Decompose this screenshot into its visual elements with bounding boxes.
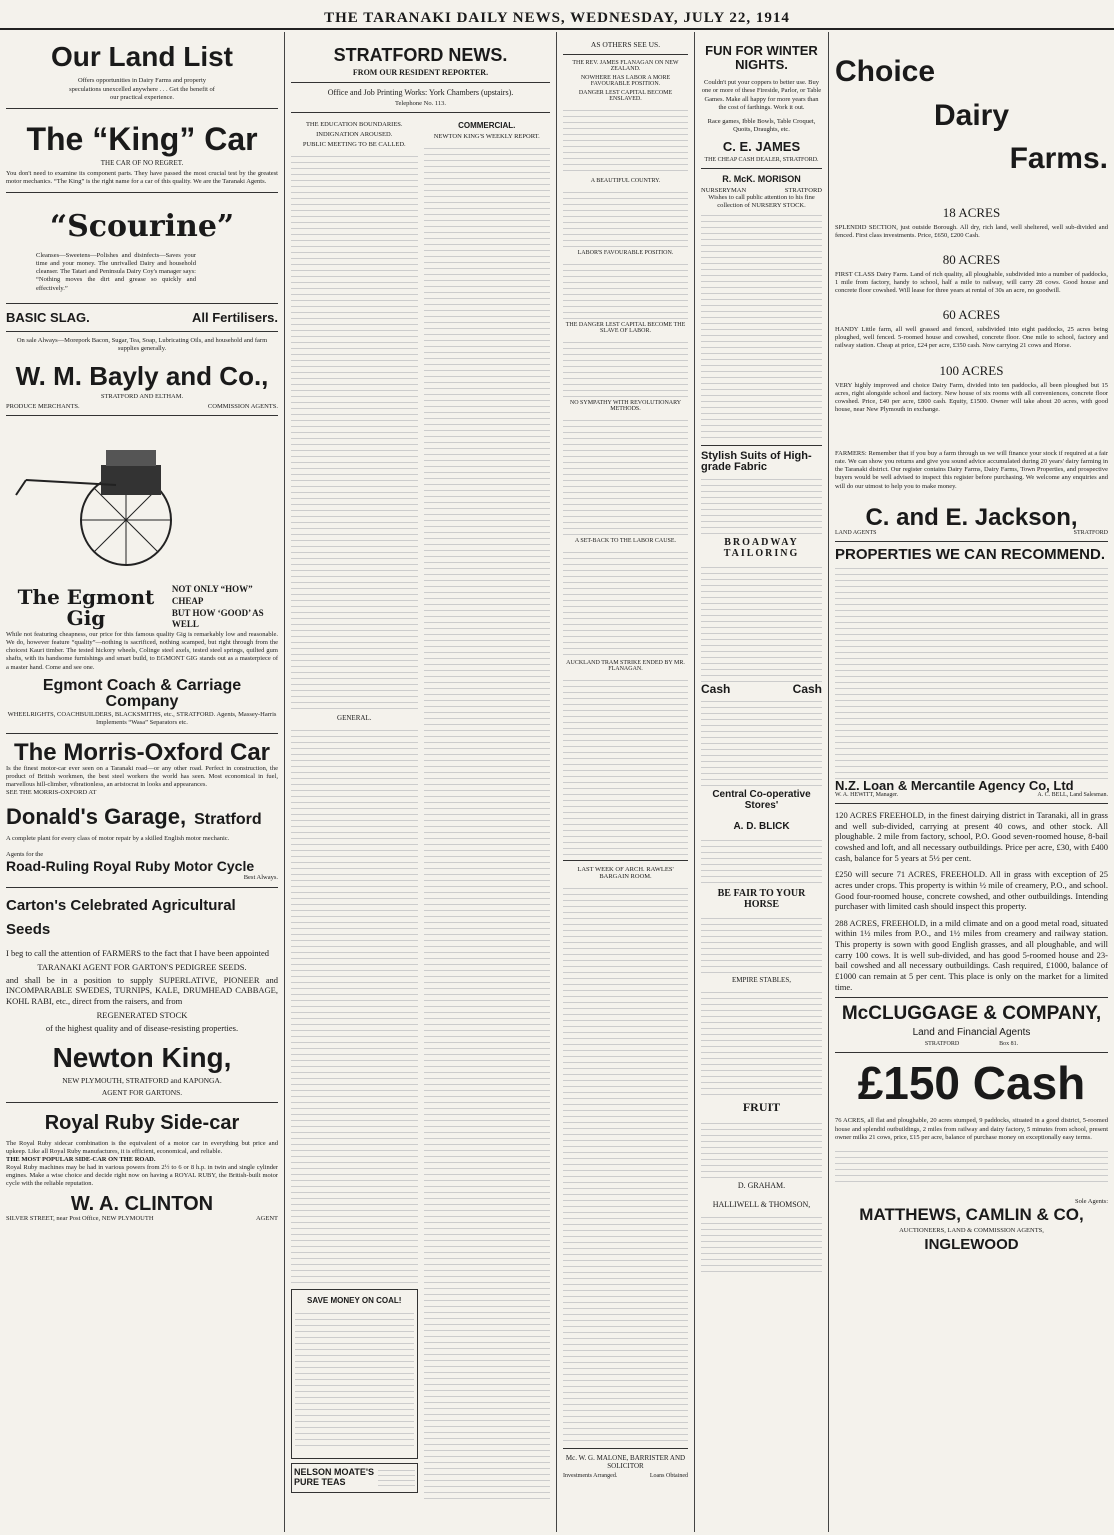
agents-for: Agents for the bbox=[6, 851, 44, 859]
fun-title: FUN FOR WINTER NIGHTS. bbox=[705, 43, 818, 72]
education-sub-2: PUBLIC MEETING TO BE CALLED. bbox=[302, 140, 406, 148]
fruit-title: FRUIT bbox=[742, 1100, 781, 1115]
morison-title: R. McK. MORISON bbox=[722, 173, 801, 184]
king-car-title: The “King” Car bbox=[26, 120, 258, 157]
broadway-tailoring: BROADWAY TAILORING bbox=[723, 537, 800, 560]
farmers-text: FARMERS: Remember that if you buy a farm through us we will finance your stock if required at a fair rate. We can show you returns and give you sound advice accumulated during 20 years' dairy farming in the Taranaki district. Our register contains Dairy Farms, Dairy Farms, Town Properties, and prospective buyers would be well advised to inspect this register before purchasing. We welcome any enquiries and will do our utmost to help you to make money. bbox=[835, 450, 1108, 490]
garage-title: Donald's Garage, bbox=[6, 804, 187, 830]
king-car-text: You don't need to examine its component parts. They have passed the most crucial test by the greatest motor mechanics. “The King” is the right name for a car of this quality. We are the Taranaki Agents. bbox=[6, 170, 278, 186]
newton-towns: NEW PLYMOUTH, STRATFORD and KAPONGA. bbox=[62, 1075, 222, 1085]
others-see-us: AS OTHERS SEE US. bbox=[590, 40, 661, 49]
acres-80-text: FIRST CLASS Dairy Farm. Land of rich quality, all ploughable, subdivided into a number of paddocks, 1 mile from factory, handy to school, half a mile to railway, will carry 28 cows. Good house and concrete floor cowshed. Will lease for three years at rental of 30s an acre, no goodwill. bbox=[835, 270, 1108, 294]
james-sub: THE CHEAP CASH DEALER, STRATFORD. bbox=[704, 156, 819, 163]
clinton-address: SILVER STREET, near Post Office, NEW PLYMOUTH bbox=[6, 1215, 154, 1223]
sidecar-text: The Royal Ruby sidecar combination is the equivalent of a motor car in everything but price and upkeep. Like all Royal Ruby manufactures, it is efficient, economical, and reliable. bbox=[6, 1139, 278, 1155]
land-list-title: Our Land List bbox=[51, 41, 233, 72]
carton-text-2: and shall be in a position to supply SUPERLATIVE, PIONEER and INCOMPARABLE SWEDES, TURNIPS, KALE, DRUMHEAD CABBAGE, KOHL RABI, etc., direct from the raisers, and from bbox=[6, 974, 278, 1006]
education-head: THE EDUCATION BOUNDARIES. bbox=[305, 120, 403, 128]
carton-text-1: I beg to call the attention of FARMERS to the fact that I have been appointed bbox=[6, 948, 270, 959]
beautiful-sub: A BEAUTIFUL COUNTRY. bbox=[590, 178, 661, 184]
be-fair: BE FAIR TO YOUR HORSE bbox=[717, 888, 806, 911]
newton-agent: AGENT FOR GARTONS. bbox=[101, 1087, 183, 1097]
jackson-stratford: STRATFORD bbox=[1073, 529, 1108, 536]
setback-sub: A SET-BACK TO THE LABOR CAUSE. bbox=[574, 538, 677, 544]
gig-tag-2: BUT HOW ‘GOOD’ AS WELL bbox=[171, 607, 264, 630]
fun-text: Couldn't put your coppers to better use. Buy one or more of these Fireside, Parlor, or Table Games. Make all happy for more years than the cost of farthings. Work it out. bbox=[701, 79, 822, 111]
mccluggage-stratford: STRATFORD bbox=[924, 1041, 960, 1048]
box-81: Box 81. bbox=[999, 1041, 1019, 1048]
land-agents: LAND AGENTS bbox=[835, 529, 877, 536]
nzloan-title: N.Z. Loan & Mercantile Agency Co, Ltd bbox=[835, 777, 1074, 793]
produce-merchants: PRODUCE MERCHANTS. bbox=[6, 403, 80, 411]
loans: Loans Obtained bbox=[649, 1473, 688, 1479]
sidecar-title: Royal Ruby Side-car bbox=[44, 1111, 240, 1134]
basic-slag: BASIC SLAG. bbox=[6, 309, 90, 325]
commission-agents: COMMISSION AGENTS. bbox=[207, 403, 278, 411]
acres-60-title: 60 ACRES bbox=[942, 307, 1001, 323]
investments: Investments Arranged. bbox=[563, 1473, 618, 1479]
blick-title: A. D. BLICK bbox=[733, 821, 790, 833]
garage-town: Stratford bbox=[194, 811, 262, 829]
garage-text: A complete plant for every class of motor repair by a skilled English motor mechanic. bbox=[6, 834, 230, 842]
properties-recommend: PROPERTIES WE CAN RECOMMEND. bbox=[835, 545, 1106, 563]
farms-title: Farms. bbox=[1009, 142, 1108, 175]
dairy-title: Dairy bbox=[933, 98, 1010, 132]
land-financial: Land and Financial Agents bbox=[912, 1027, 1031, 1039]
morris-text: Is the finest motor-car ever seen on a Taranaki road—or any other road. Perfect in construction, the product of British workmen, the best steel workers the world has seen. Most economical in fuel, marvellous hill-climber, vibrationless, an aristocrat in looks and appearances. bbox=[6, 764, 278, 788]
morison-text: Wishes to call public attention to his fine collection of NURSERY STOCK. bbox=[708, 193, 815, 209]
sidecar-popular: THE MOST POPULAR SIDE-CAR ON THE ROAD. bbox=[6, 1155, 156, 1163]
bayly-title: W. M. Bayly and Co., bbox=[15, 360, 269, 391]
carton-text-3: of the highest quality and of disease-resisting properties. bbox=[45, 1022, 239, 1033]
tram-sub: AUCKLAND TRAM STRIKE ENDED BY MR. FLANAGAN. bbox=[566, 660, 685, 672]
choice-title: Choice bbox=[835, 55, 936, 88]
commercial-head: COMMERCIAL. bbox=[458, 120, 516, 130]
general-text-block bbox=[291, 725, 418, 1285]
acres-80-title: 80 ACRES bbox=[942, 251, 1001, 267]
coach-sub: WHEELRIGHTS, COACHBUILDERS, BLACKSMITHS, etc., STRATFORD. Agents, Massey-Harris Implements “Wasa” Separators etc. bbox=[7, 711, 277, 727]
newton-king-report: NEWTON KING'S WEEKLY REPORT. bbox=[433, 132, 540, 140]
auctioneers: AUCTIONEERS, LAND & COMMISSION AGENTS, bbox=[899, 1226, 1044, 1234]
halliwell: HALLIWELL & THOMSON, bbox=[712, 1200, 811, 1210]
column-4 bbox=[694, 32, 828, 1532]
carton-regen: REGENERATED STOCK bbox=[96, 1009, 188, 1020]
scourine-title: “Scourine” bbox=[49, 208, 235, 244]
article-text-block bbox=[291, 151, 418, 711]
phone-line: Telephone No. 113. bbox=[395, 99, 446, 107]
acres-18-title: 18 ACRES bbox=[942, 204, 1001, 220]
stratford-news-title: STRATFORD NEWS. bbox=[333, 45, 508, 65]
general-head: GENERAL. bbox=[337, 713, 372, 722]
commercial-text-block bbox=[424, 143, 551, 1503]
games-list: Race games, Ibble Bowls, Table Croquet, Quoits, Draughts, etc. bbox=[707, 117, 816, 133]
column-2 bbox=[284, 32, 556, 1532]
rawles-bargain: LAST WEEK OF ARCH. RAWLES' BARGAIN ROOM. bbox=[577, 866, 674, 880]
office-line: Office and Job Printing Works: York Chambers (upstairs). bbox=[327, 87, 514, 97]
morris-title: The Morris-Oxford Car bbox=[13, 738, 271, 766]
stratford-label: STRATFORD bbox=[784, 186, 822, 194]
land-list-text: Offers opportunities in Dairy Farms and property speculations unexcelled anywhere . . . Get the benefit of our practical experience. bbox=[69, 77, 215, 101]
column-5 bbox=[828, 32, 1114, 1532]
mccluggage-title: McCLUGGAGE & COMPANY, bbox=[841, 1003, 1102, 1025]
save-coal-box: SAVE MONEY ON COAL! bbox=[307, 1295, 402, 1305]
ruby-best: Best Always. bbox=[243, 873, 278, 881]
nurseryman: NURSERYMAN bbox=[701, 186, 747, 194]
central-stores: Central Co-operative Stores' bbox=[712, 789, 811, 812]
gig-text: While not featuring cheapness, our price for this famous quality Gig is remarkably low and reasonable. We do, however feature “quality”—nothing is sacrificed, nothing scamped, but right through from the choicest Kauri timber. The tested hickory wheels, Colinge steel axels, tested steel springs, quilted gum shafts, with its handsome furnishings and smart build, to EGMONT GIG stands out as a masterpiece of a master hand. Come and see one. bbox=[6, 631, 278, 671]
james-title: C. E. JAMES bbox=[722, 139, 801, 155]
hewitt: W. A. HEWITT, Manager. bbox=[835, 792, 899, 799]
bell: A. C. BELL, Land Salesman. bbox=[1037, 792, 1108, 799]
gig-tag-1: NOT ONLY “HOW” CHEAP bbox=[171, 584, 253, 606]
bayly-sub: STRATFORD AND ELTHAM. bbox=[100, 393, 184, 401]
slave-sub: THE DANGER LEST CAPITAL BECOME THE SLAVE OF LABOR. bbox=[565, 322, 686, 334]
favourable-sub: LABOR'S FAVOURABLE POSITION. bbox=[577, 250, 674, 256]
clinton-title: W. A. CLINTON bbox=[70, 1193, 214, 1216]
sole-agents: Sole Agents: bbox=[1074, 1197, 1108, 1205]
properties-list bbox=[835, 563, 1108, 779]
masthead: THE TARANAKI DAILY NEWS, WEDNESDAY, JULY 22, 1914 bbox=[0, 0, 1114, 30]
column-1 bbox=[0, 32, 284, 1532]
nelson-moate: NELSON MOATE'S bbox=[294, 1467, 374, 1477]
acres-60-text: HANDY Little farm, all well grassed and fenced, subdivided into eight paddocks, 25 acres being ploughed, well fenced. 5-roomed house and cowshed, concrete floor. One mile to school, factory and railway station. Cheap at price, £24 per acre, £350 cash. Now carrying 21 cows and Horse. bbox=[835, 326, 1108, 350]
freehold-288: 288 ACRES, FREEHOLD, in a mild climate and on a good metal road, situated within 1½ miles from P.O., and 1½ miles from creamery and railway station. This property is sown with good English grasses, and all ploughable, and will carry 100 cows. It is well sub-divided, and has good 5-roomed house and 23-bail cowshed and all necessary outbuildings. Cash required, £1000, balance of £1000 can remain at 5 per cent. This place is only on the market for a limited time. bbox=[835, 917, 1108, 992]
carton-title: Carton's Celebrated Agricultural Seeds bbox=[6, 897, 236, 939]
ruby-title: Road-Ruling Royal Ruby Motor Cycle bbox=[6, 858, 255, 875]
cash-150-title: £150 Cash bbox=[857, 1057, 1086, 1110]
sidecar-hp: Royal Ruby machines may be had in various powers from 2½ to 6 or 8 h.p. in twin and single cylinder engines. Make a wise choice and decide right now on having a ROYAL RUBY, the British-built motor cycle with the reliable reputation. bbox=[6, 1163, 278, 1188]
jackson-title: C. and E. Jackson, bbox=[865, 503, 1078, 531]
coach-title: Egmont Coach & Carriage Company bbox=[42, 676, 242, 711]
cash-left: Cash bbox=[701, 682, 731, 697]
stylish-suits: Stylish Suits of High-grade Fabric bbox=[701, 449, 812, 474]
stratford-news-sub: FROM OUR RESIDENT REPORTER. bbox=[352, 67, 489, 77]
king-car-sub: THE CAR OF NO REGRET. bbox=[100, 159, 184, 168]
carton-agent: TARANAKI AGENT FOR GARTON'S PEDIGREE SEEDS. bbox=[37, 961, 247, 972]
education-sub-1: INDIGNATION AROUSED. bbox=[316, 130, 393, 138]
cash-right: Cash bbox=[792, 682, 822, 697]
empire-stables: EMPIRE STABLES, bbox=[732, 976, 791, 985]
acres-18-text: SPLENDID SECTION, just outside Borough. All dry, rich land, well sheltered, well sub-divided and fenced. First class investments. Price, £650, £200 Cash. bbox=[835, 223, 1108, 239]
clinton-agent: AGENT bbox=[255, 1215, 278, 1223]
scourine-text: Cleanses—Sweetens—Polishes and disinfects—Saves your time and your money. The unrivalled Dairy and household cleanser. The Tatari and Peninsula Dairy Coy's manager says: “Nothing moves the dirt and grease so quickly and effectively.” bbox=[36, 252, 196, 292]
freehold-120: 120 ACRES FREEHOLD, in the finest dairying district in Taranaki, all in grass and well sub-divided, carrying at present 40 cows, and other stock. All ploughable. 2 mile from factory, school, P.O. Good seven-roomed house, 8-bail cowshed and loft, and all necessary outbuildings. Price per acre, £30, with £400 cash, balance for 5 years at 5½ per cent. bbox=[835, 810, 1108, 863]
sale-text: On sale Always—Morepork Bacon, Sugar, Tea, Soap, Lubricating Oils, and household and farm supplies generally. bbox=[16, 336, 268, 352]
malone-ad: Mc. W. G. MALONE, BARRISTER AND SOLICITOR bbox=[565, 1454, 686, 1470]
acres-100-title: 100 ACRES bbox=[939, 362, 1004, 378]
matthews-title: MATTHEWS, CAMLIN & CO, bbox=[859, 1204, 1084, 1224]
graham: D. GRAHAM. bbox=[737, 1181, 786, 1191]
egmont-gig-title: The Egmont Gig bbox=[17, 584, 155, 630]
all-fertilisers: All Fertilisers. bbox=[192, 309, 278, 325]
column-3 bbox=[556, 32, 694, 1532]
newton-king-title: Newton King, bbox=[52, 1042, 232, 1074]
freehold-250: £250 will secure 71 ACRES, FREEHOLD. All in grass with exception of 25 acres under crops. This property is within ½ mile of creamery, P.O., and school. Good four-roomed house, concrete cowshed, and other outbuildings. Intending purchaser with limited cash should inspect this property. bbox=[835, 869, 1108, 912]
flanagan-sub: THE REV. JAMES FLANAGAN ON NEW ZEALAND. bbox=[572, 60, 679, 72]
inglewood: INGLEWOOD bbox=[924, 1235, 1019, 1253]
labor-sub: NOWHERE HAS LABOR A MORE FAVOURABLE POSITION. bbox=[580, 75, 671, 87]
gig-illustration bbox=[6, 425, 226, 575]
revolution-sub: NO SYMPATHY WITH REVOLUTIONARY METHODS. bbox=[569, 400, 682, 412]
acres-76-text: 76 ACRES, all flat and ploughable, 20 acres stumped, 9 paddocks, situated in a good district, 5-roomed house and splendid outbuildings, 2 miles from railway and dairy factory, 5 minutes from school, present owner milks 21 cows, price, £15 per acre, balance of purchase money on exceptionally easy terms. bbox=[835, 1117, 1108, 1141]
capital-sub: DANGER LEST CAPITAL BECOME ENSLAVED. bbox=[578, 90, 673, 102]
acres-100-text: VERY highly improved and choice Dairy Farm, divided into ten paddocks, all been ploughed but 15 acres, right alongside school and factory. New house of six rooms with all conveniences, concrete floor cowshed. Price, £40 per acre, £800 cash. Equity, £1500. Owner will take about 20 acres, with good house, near New Plymouth in exchange. bbox=[835, 381, 1108, 413]
pure-teas: PURE TEAS bbox=[294, 1476, 346, 1487]
morris-see: SEE THE MORRIS-OXFORD AT bbox=[6, 789, 97, 797]
